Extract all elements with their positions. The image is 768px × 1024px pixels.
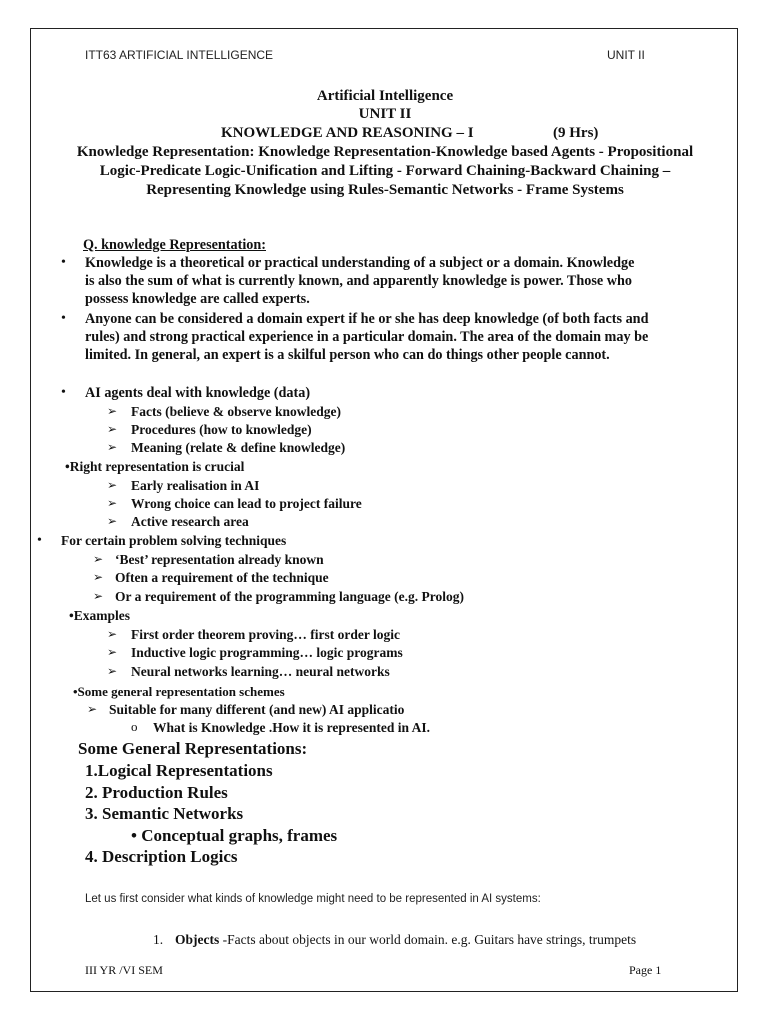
arrow-bullet-icon: ➢ bbox=[107, 645, 118, 659]
doc-unit: UNIT II bbox=[358, 106, 412, 122]
arrow-bullet-icon: ➢ bbox=[107, 422, 118, 436]
paragraph-line: Knowledge is a theoretical or practical understanding of a subject or a domain. Knowledge bbox=[85, 255, 635, 271]
arrow-bullet-icon: ➢ bbox=[107, 664, 118, 678]
numbered-item-text: -Facts about objects in our world domain. e.g. Guitars have strings, trumpets bbox=[219, 932, 637, 947]
header-unit: UNIT II bbox=[607, 48, 645, 62]
arrow-bullet-icon: ➢ bbox=[93, 552, 104, 566]
paragraph-line: limited. In general, an expert is a skilful person who can do things other people cannot. bbox=[85, 347, 610, 363]
list-subitem: What is Knowledge .How it is represented in AI. bbox=[153, 720, 431, 735]
doc-title: Artificial Intelligence bbox=[316, 88, 454, 104]
arrow-bullet-icon: ➢ bbox=[107, 404, 118, 418]
bullet-icon: • bbox=[61, 255, 66, 270]
general-rep-subitem: • Conceptual graphs, frames bbox=[131, 826, 338, 845]
syllabus-line: Knowledge Representation: Knowledge Representation-Knowledge based Agents - Propositional bbox=[76, 144, 694, 160]
list-item: Early realisation in AI bbox=[131, 478, 260, 493]
circle-bullet-icon: o bbox=[131, 719, 138, 734]
arrow-bullet-icon: ➢ bbox=[107, 440, 118, 454]
arrow-bullet-icon: ➢ bbox=[107, 478, 118, 492]
list-heading: AI agents deal with knowledge (data) bbox=[85, 385, 311, 401]
doc-hours: (9 Hrs) bbox=[553, 125, 599, 141]
arrow-bullet-icon: ➢ bbox=[87, 702, 98, 716]
general-rep-item: 1.Logical Representations bbox=[85, 761, 273, 780]
list-heading: •Some general representation schemes bbox=[73, 684, 285, 699]
list-item: Facts (believe & observe knowledge) bbox=[131, 404, 341, 419]
bullet-icon: • bbox=[61, 311, 66, 326]
list-item: Meaning (relate & define knowledge) bbox=[131, 440, 346, 455]
numbered-item-label: Objects bbox=[175, 932, 220, 947]
paragraph-line: possess knowledge are called experts. bbox=[85, 291, 310, 307]
general-rep-item: 3. Semantic Networks bbox=[85, 804, 244, 823]
list-item: ‘Best’ representation already known bbox=[115, 552, 324, 567]
general-rep-item: 4. Description Logics bbox=[85, 847, 238, 866]
arrow-bullet-icon: ➢ bbox=[93, 570, 104, 584]
list-heading: •Right representation is crucial bbox=[65, 459, 245, 474]
document-page bbox=[30, 28, 738, 992]
bullet-icon: • bbox=[61, 385, 66, 400]
list-heading: •Examples bbox=[69, 608, 130, 623]
syllabus-line: Representing Knowledge using Rules-Semantic Networks - Frame Systems bbox=[146, 182, 624, 198]
footer-page-number: Page 1 bbox=[629, 963, 662, 977]
general-reps-heading: Some General Representations: bbox=[78, 739, 308, 758]
list-item: Often a requirement of the technique bbox=[115, 570, 329, 585]
intro-text: Let us first consider what kinds of knowledge might need to be represented in AI systems: bbox=[85, 893, 541, 905]
section-heading: Q. knowledge Representation: bbox=[83, 237, 266, 253]
numbered-item bbox=[175, 932, 636, 948]
paragraph-line: Anyone can be considered a domain expert if he or she has deep knowledge (of both facts and bbox=[85, 311, 649, 327]
list-item: Procedures (how to knowledge) bbox=[131, 422, 312, 437]
doc-chapter: KNOWLEDGE AND REASONING – I bbox=[221, 125, 474, 141]
list-item: Or a requirement of the programming language (e.g. Prolog) bbox=[115, 589, 464, 604]
list-item: Wrong choice can lead to project failure bbox=[131, 496, 362, 511]
list-item: Active research area bbox=[131, 514, 249, 529]
general-rep-item: 2. Production Rules bbox=[85, 783, 228, 802]
paragraph-line: rules) and strong practical experience in a particular domain. The area of the domain may be bbox=[85, 329, 649, 345]
paragraph-line: is also the sum of what is currently known, and apparently knowledge is power. Those who bbox=[85, 273, 632, 289]
header-course: ITT63 ARTIFICIAL INTELLIGENCE bbox=[85, 48, 274, 62]
numbered-item-number: 1. bbox=[153, 932, 164, 947]
list-item: First order theorem proving… first order logic bbox=[131, 627, 400, 642]
arrow-bullet-icon: ➢ bbox=[93, 589, 104, 603]
syllabus-line: Logic-Predicate Logic-Unification and Lifting - Forward Chaining-Backward Chaining – bbox=[99, 163, 671, 179]
arrow-bullet-icon: ➢ bbox=[107, 496, 118, 510]
list-heading: For certain problem solving techniques bbox=[61, 533, 287, 548]
bullet-icon: • bbox=[37, 533, 42, 548]
arrow-bullet-icon: ➢ bbox=[107, 514, 118, 528]
list-item: Neural networks learning… neural networks bbox=[131, 664, 390, 679]
arrow-bullet-icon: ➢ bbox=[107, 627, 118, 641]
footer-semester: III YR /VI SEM bbox=[85, 963, 163, 977]
list-item: Inductive logic programming… logic programs bbox=[131, 645, 403, 660]
list-item: Suitable for many different (and new) AI applicatio bbox=[109, 702, 405, 717]
